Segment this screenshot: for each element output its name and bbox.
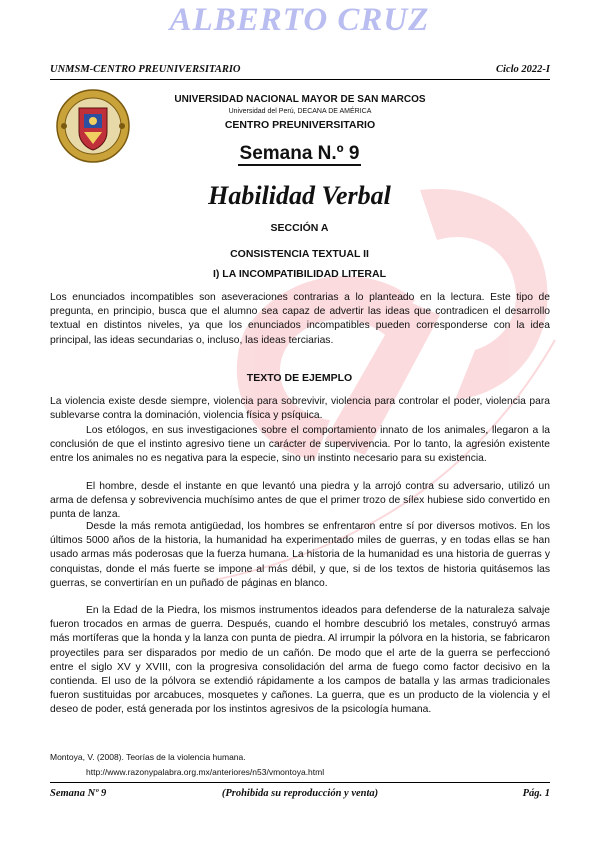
page-footer	[50, 788, 550, 802]
paragraph-2: Los etólogos, en sus investigaciones sobre el comportamiento innato de los animales, llegaron a la conclusión de que el instinto agresivo tiene un carácter de supervivencia. Por lo tanto, la agresión existente entre los animales no es negativa para la especie, sino un instinto necesario para su existencia.	[50, 425, 550, 465]
header-cycle: Ciclo 2022-I	[496, 64, 550, 75]
header-divider	[50, 79, 550, 80]
week-title: Semana N.º 9	[239, 143, 360, 164]
subject-title: Habilidad Verbal	[208, 181, 391, 210]
reference-url[interactable]: http://www.razonypalabra.org.mx/anteriores/n53/vmontoya.html	[86, 767, 325, 777]
footer-notice: (Prohibida su reproducción y venta)	[221, 788, 379, 799]
footer-week: Semana Nº 9	[50, 788, 107, 799]
reference-author: Montoya, V. (2008). Teorías de la violencia humana.	[50, 752, 246, 762]
topic-heading: CONSISTENCIA TEXTUAL II	[230, 248, 369, 260]
watermark-title: ALBERTO CRUZ	[169, 2, 430, 38]
footer-page-number: Pág. 1	[522, 788, 550, 799]
university-name: UNIVERSIDAD NACIONAL MAYOR DE SAN MARCOS	[174, 94, 426, 105]
footer-divider	[50, 782, 550, 783]
center-name: CENTRO PREUNIVERSITARIO	[224, 119, 376, 131]
week-title-wrap	[0, 143, 599, 165]
header-institution: UNMSM-CENTRO PREUNIVERSITARIO	[50, 64, 241, 75]
intro-paragraph: Los enunciados incompatibles son aseveraciones contrarias a lo planteado en la lectura. Este tipo de pregunta, en principio, busca que el alumno sea capaz de advertir las ideas que contradicen el desarrollo textual en distintos niveles, ya que los enunciados incompatibles pueden corresponderse con la idea principal, las ideas secundarias o, incluso, las ideas terciarias.	[50, 292, 550, 346]
university-subtitle: Universidad del Perú, DECANA DE AMÉRICA	[228, 108, 372, 115]
paragraph-5: En la Edad de la Piedra, los mismos instrumentos ideados para defenderse de la naturaleza salvaje fueron trocados en armas de guerra. Después, cuando el hombre descubrió los metales, construyó armas más mortíferas que la honda y la lanza con punta de piedra. Al irrumpir la pólvora en la historia, se fabricaron proyectiles para ser disparados por medio de un cañón. De modo que el arte de la guerra se perfeccionó entre el siglo XV y XVIII, con la progresiva consolidación del arma de fuego como factor decisivo en la contienda. El uso de la pólvora se extendió rápidamente a los campos de batalla y las armas tradicionales fueron sustituidas por arcabuces, mosquetes y cañones. La guerra, que es un producto de la violencia y el deseo de poder, está generada por los instintos agresivos de la psicología humana.	[50, 605, 550, 716]
paragraph-1: La violencia existe desde siempre, violencia para sobrevivir, violencia para controlar el poder, violencia para sublevarse contra la dominación, violencia física y psíquica.	[50, 396, 550, 422]
example-heading: TEXTO DE EJEMPLO	[246, 372, 353, 384]
page-header	[50, 64, 550, 80]
paragraph-3: El hombre, desde el instante en que levantó una piedra y la arrojó contra su adversario, utilizó un arma de defensa y sobrevivencia muchísimo antes de que el primer trozo de sílex hubiese sido convertido en punta de lanza.	[50, 481, 550, 521]
paragraph-4: Desde la más remota antigüedad, los hombres se enfrentaron entre sí por diversos motivos. En los últimos 5000 años de la historia, la humanidad ha experimentado miles de guerras, y en todas ellas se han usado armas más poderosas que la fuerza humana. La historia de la humanidad es una historia de guerras y conquistas, donde el más fuerte se impone al más débil, y que, si de los textos de historia quitásemos las guerras, se convertirían en un puñado de páginas en blanco.	[50, 521, 550, 589]
section-label: SECCIÓN A	[270, 222, 329, 234]
subtopic-heading: I) LA INCOMPATIBILIDAD LITERAL	[212, 268, 387, 280]
